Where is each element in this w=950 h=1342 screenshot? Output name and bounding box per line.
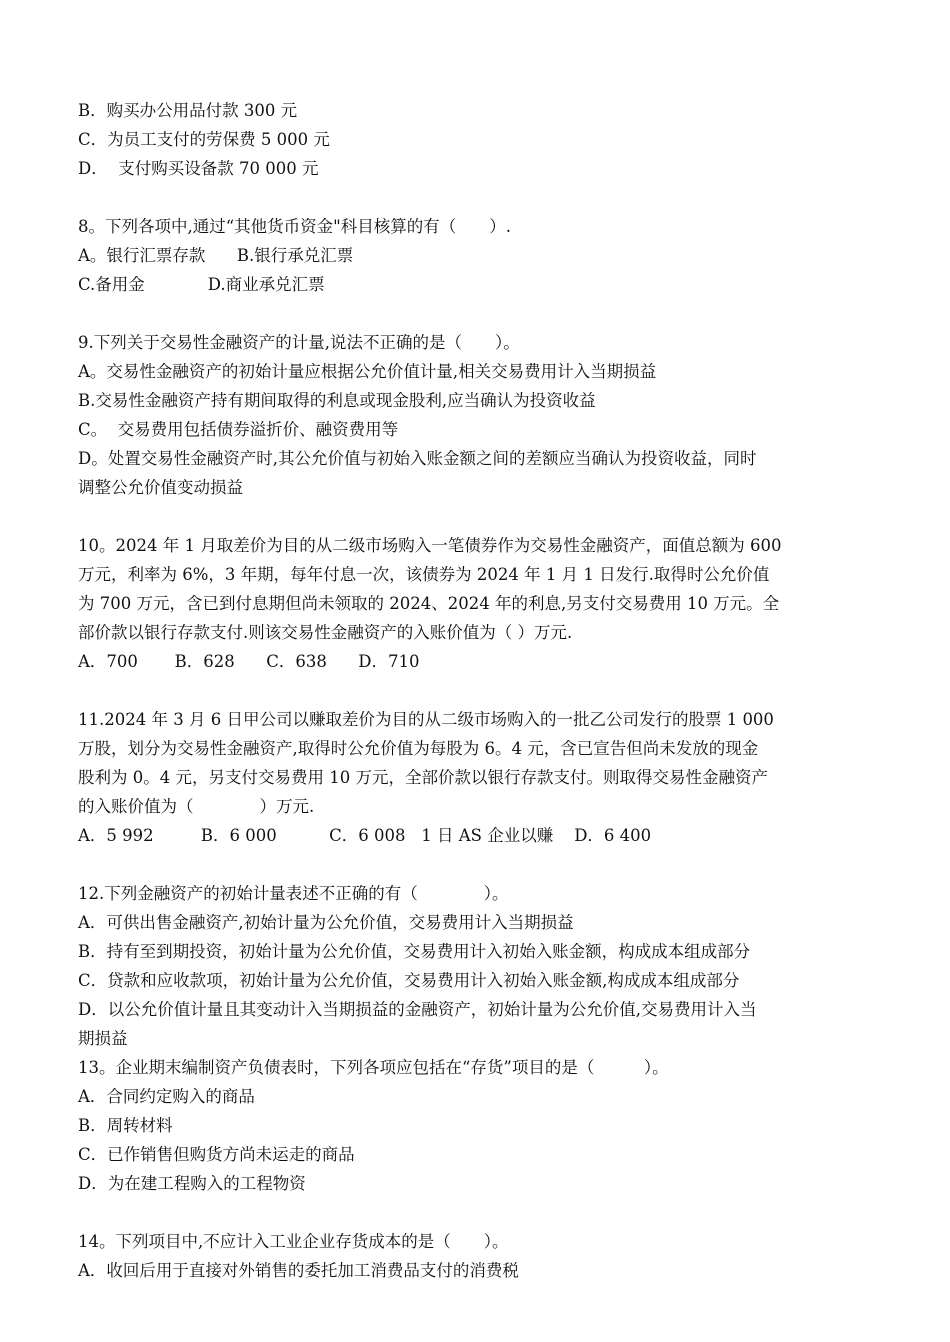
text-line: B．周转材料	[78, 1116, 173, 1135]
text-line: C．已作销售但购货方尚未运走的商品	[78, 1145, 355, 1164]
text-line: 的入账价值为（ ）万元.	[78, 797, 315, 816]
text-line: 10。2024 年 1 月取差价为目的从二级市场购入一笔债券作为交易性金融资产，面值总额为 600	[78, 536, 782, 555]
text-line: C．为员工支付的劳保费 5 000 元	[78, 130, 330, 149]
text-line: 期损益	[78, 1029, 128, 1048]
text-line: 万股，划分为交易性金融资产,取得时公允价值为每股为 6。4 元，含已宣告但尚未发放的现金	[78, 739, 759, 758]
text-line: D．为在建工程购入的工程物资	[78, 1174, 306, 1193]
text-line: A。银行汇票存款 B.银行承兑汇票	[78, 246, 354, 265]
text-line: 部价款以银行存款支付.则该交易性金融资产的入账价值为（ ）万元.	[78, 623, 573, 642]
text-line: 11.2024 年 3 月 6 日甲公司以赚取差价为目的从二级市场购入的一批乙公司发行的股票 1 000	[78, 710, 774, 729]
paragraph-gap	[78, 502, 878, 531]
text-line: A．收回后用于直接对外销售的委托加工消费品支付的消费税	[78, 1261, 519, 1280]
text-line: C。 交易费用包括债券溢折价、融资费用等	[78, 420, 399, 439]
text-line: 股利为 0。4 元，另支付交易费用 10 万元，全部价款以银行存款支付。则取得交易性金融资产	[78, 768, 768, 787]
text-line: 12.下列金融资产的初始计量表述不正确的有（ ）。	[78, 884, 509, 903]
paragraph-gap	[78, 850, 878, 879]
text-line: 调整公允价值变动损益	[78, 478, 243, 497]
text-line: B.交易性金融资产持有期间取得的利息或现金股利,应当确认为投资收益	[78, 391, 596, 410]
text-line: 万元，利率为 6%，3 年期，每年付息一次，该债券为 2024 年 1 月 1 日发行.取得时公允价值	[78, 565, 770, 584]
text-line: 13。企业期末编制资产负债表时，下列各项应包括在“存货”项目的是（ ）。	[78, 1058, 669, 1077]
text-line: C．贷款和应收款项，初始计量为公允价值，交易费用计入初始入账金额,构成成本组成部分	[78, 971, 740, 990]
paragraph-gap	[78, 676, 878, 705]
text-line: 14。下列项目中,不应计入工业企业存货成本的是（ ）。	[78, 1232, 509, 1251]
text-line: A．可供出售金融资产,初始计量为公允价值，交易费用计入当期损益	[78, 913, 574, 932]
paragraph-gap	[78, 183, 878, 212]
text-line: A．700 B．628 C．638 D．710	[78, 652, 420, 671]
paragraph-gap	[78, 1198, 878, 1227]
text-line: D。处置交易性金融资产时,其公允价值与初始入账金额之间的差额应当确认为投资收益，同时	[78, 449, 757, 468]
text-line: 为 700 万元，含已到付息期但尚未领取的 2024、2024 年的利息,另支付交易费用 10 万元。全	[78, 594, 780, 613]
document-page	[78, 96, 878, 1285]
text-line: B．持有至到期投资，初始计量为公允价值，交易费用计入初始入账金额，构成成本组成部分	[78, 942, 751, 961]
text-line: 8。下列各项中,通过“其他货币资金"科目核算的有（ ）.	[78, 217, 512, 236]
text-line: 9.下列关于交易性金融资产的计量,说法不正确的是（ ）。	[78, 333, 520, 352]
text-line: D．以公允价值计量且其变动计入当期损益的金融资产，初始计量为公允价值,交易费用计入当	[78, 1000, 757, 1019]
text-line: A。交易性金融资产的初始计量应根据公允价值计量,相关交易费用计入当期损益	[78, 362, 657, 381]
text-line: A．合同约定购入的商品	[78, 1087, 255, 1106]
text-line: C.备用金 D.商业承兑汇票	[78, 275, 325, 294]
paragraph-gap	[78, 299, 878, 328]
text-line: B．购买办公用品付款 300 元	[78, 101, 298, 120]
text-line: A．5 992 B．6 000 C．6 008 1 日 AS 企业以赚 D．6 400	[78, 826, 652, 845]
text-line: D． 支付购买设备款 70 000 元	[78, 159, 319, 178]
